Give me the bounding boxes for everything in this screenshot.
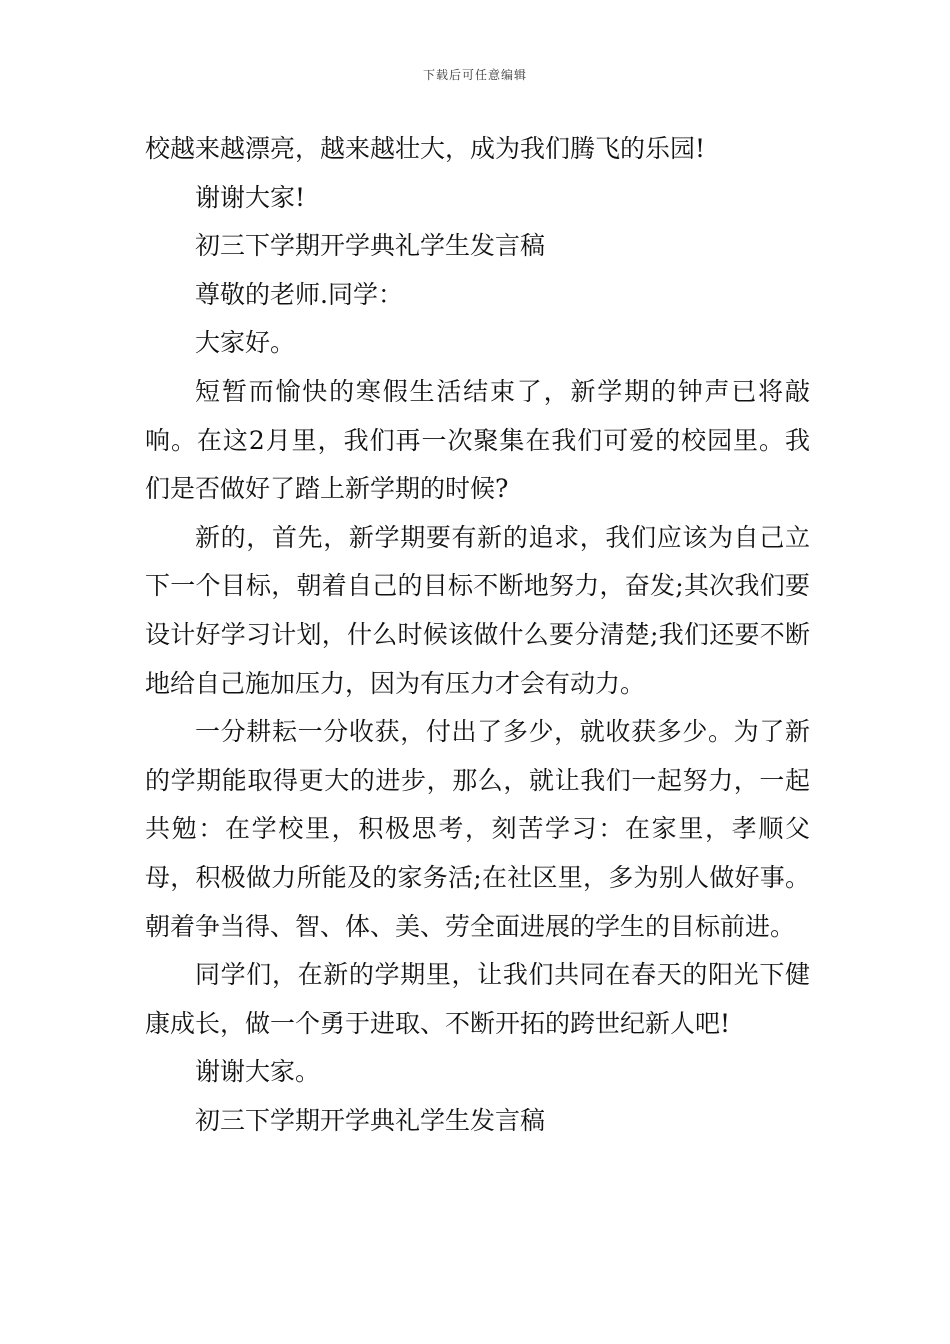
paragraph-body: 短暂而愉快的寒假生活结束了，新学期的钟声已将敲响。在这2月里，我们再一次聚集在我们可爱的校园里。我们是否做好了踏上新学期的时候? xyxy=(145,376,810,504)
paragraph-title: 初三下学期开学典礼学生发言稿 xyxy=(195,1105,546,1135)
paragraph-body: 新的，首先，新学期要有新的追求，我们应该为自己立下一个目标，朝着自己的目标不断地努力，奋发;其次我们要设计好学习计划，什么时候该做什么要分清楚;我们还要不断地给自己施加压力，因为有压力才会有动力。 xyxy=(145,522,810,698)
paragraph-title: 初三下学期开学典礼学生发言稿 xyxy=(195,231,546,261)
paragraph-body: 一分耕耘一分收获，付出了多少，就收获多少。为了新的学期能取得更大的进步，那么，就让我们一起努力，一起共勉：在学校里，积极思考，刻苦学习：在家里，孝顺父母，积极做力所能及的家务活;在社区里，多为别人做好事。朝着争当得、智、体、美、劳全面进展的学生的目标前进。 xyxy=(145,717,810,941)
paragraph-thanks: 谢谢大家。 xyxy=(195,1057,321,1087)
paragraph-body: 同学们，在新的学期里，让我们共同在春天的阳光下健康成长，做一个勇于进取、不断开拓的跨世纪新人吧! xyxy=(145,960,810,1038)
paragraph-thanks: 谢谢大家! xyxy=(195,182,306,212)
document-body xyxy=(145,125,810,1145)
page-header: 下载后可任意编辑 xyxy=(422,68,527,82)
paragraph-greeting: 大家好。 xyxy=(195,328,296,358)
paragraph-salutation: 尊敬的老师.同学： xyxy=(195,279,403,309)
paragraph-continuation: 校越来越漂亮，越来越壮大，成为我们腾飞的乐园! xyxy=(145,134,706,163)
